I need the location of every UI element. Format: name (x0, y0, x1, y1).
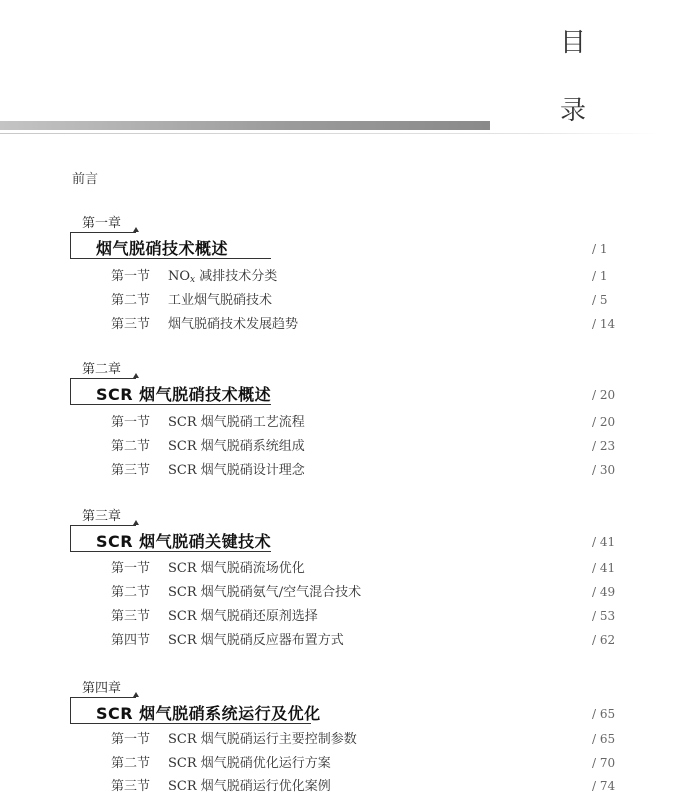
section-title: SCR 烟气脱硝氨气/空气混合技术 (168, 585, 362, 600)
toc-title-char-1: 目 (559, 28, 586, 58)
section-title: SCR 烟气脱硝反应器布置方式 (168, 633, 344, 648)
chapter-label: 第四章 (82, 681, 122, 696)
section-page: / 53 (592, 609, 616, 623)
chapter-page: / 41 (592, 535, 616, 549)
section-entry[interactable] (0, 581, 678, 604)
section-page: / 74 (592, 779, 616, 793)
section-entry[interactable] (0, 265, 678, 288)
section-title-subscript: x (190, 275, 196, 285)
toc-title-char-2: 录 (559, 96, 586, 126)
section-number: 第三节 (111, 317, 151, 332)
section-number: 第二节 (111, 293, 151, 308)
section-entry[interactable] (0, 728, 678, 751)
section-title (168, 265, 277, 285)
chapter-page: / 20 (592, 388, 616, 402)
chapter-title[interactable]: 烟气脱硝技术概述 (96, 239, 229, 258)
section-entry[interactable] (0, 605, 678, 628)
section-entry[interactable] (0, 629, 678, 652)
section-title: SCR 烟气脱硝还原剂选择 (168, 609, 318, 624)
section-entry[interactable] (0, 459, 678, 482)
section-entry[interactable] (0, 557, 678, 580)
section-number: 第三节 (111, 779, 151, 794)
section-entry[interactable] (0, 411, 678, 434)
section-page: / 41 (592, 561, 616, 575)
section-title: SCR 烟气脱硝运行优化案例 (168, 779, 331, 794)
section-number: 第二节 (111, 439, 151, 454)
chapter-title[interactable]: SCR 烟气脱硝关键技术 (96, 532, 272, 551)
section-page: / 70 (592, 756, 616, 770)
chapter-label: 第一章 (82, 216, 122, 231)
section-title: SCR 烟气脱硝运行主要控制参数 (168, 732, 357, 747)
section-entry[interactable] (0, 435, 678, 458)
preface-entry[interactable]: 前言 (72, 172, 99, 187)
chapter-page: / 65 (592, 707, 616, 721)
section-page: / 20 (592, 415, 616, 429)
section-number: 第一节 (111, 732, 151, 747)
section-entry[interactable] (0, 752, 678, 775)
section-title-part: 减排技术分类 (195, 269, 278, 284)
section-title: SCR 烟气脱硝工艺流程 (168, 415, 305, 430)
section-title: SCR 烟气脱硝流场优化 (168, 561, 305, 576)
section-page: / 65 (592, 732, 616, 746)
chapter-label: 第二章 (82, 362, 122, 377)
section-page: / 62 (592, 633, 616, 647)
section-number: 第二节 (111, 585, 151, 600)
chapter-page: / 1 (592, 242, 608, 256)
section-number: 第一节 (111, 561, 151, 576)
section-title: 工业烟气脱硝技术 (168, 293, 273, 308)
section-number: 第三节 (111, 463, 151, 478)
section-page: / 14 (592, 317, 616, 331)
chapter-title[interactable]: SCR 烟气脱硝技术概述 (96, 385, 272, 404)
section-entry[interactable] (0, 289, 678, 312)
section-number: 第四节 (111, 633, 151, 648)
chapter-title[interactable]: SCR 烟气脱硝系统运行及优化 (96, 704, 321, 723)
section-title: SCR 烟气脱硝设计理念 (168, 463, 305, 478)
chapter-label: 第三章 (82, 509, 122, 524)
section-title: 烟气脱硝技术发展趋势 (168, 317, 299, 332)
section-page: / 23 (592, 439, 616, 453)
section-number: 第三节 (111, 609, 151, 624)
section-number: 第二节 (111, 756, 151, 771)
section-page: / 30 (592, 463, 616, 477)
section-page: / 49 (592, 585, 616, 599)
header-rule (0, 133, 660, 134)
header-band (0, 121, 490, 130)
section-number: 第一节 (111, 415, 151, 430)
section-entry[interactable] (0, 775, 678, 798)
section-title-part: NO (168, 269, 191, 284)
section-title: SCR 烟气脱硝优化运行方案 (168, 756, 331, 771)
section-page: / 5 (592, 293, 608, 307)
section-page: / 1 (592, 269, 608, 283)
section-number: 第一节 (111, 269, 151, 284)
section-title: SCR 烟气脱硝系统组成 (168, 439, 305, 454)
section-entry[interactable] (0, 313, 678, 336)
